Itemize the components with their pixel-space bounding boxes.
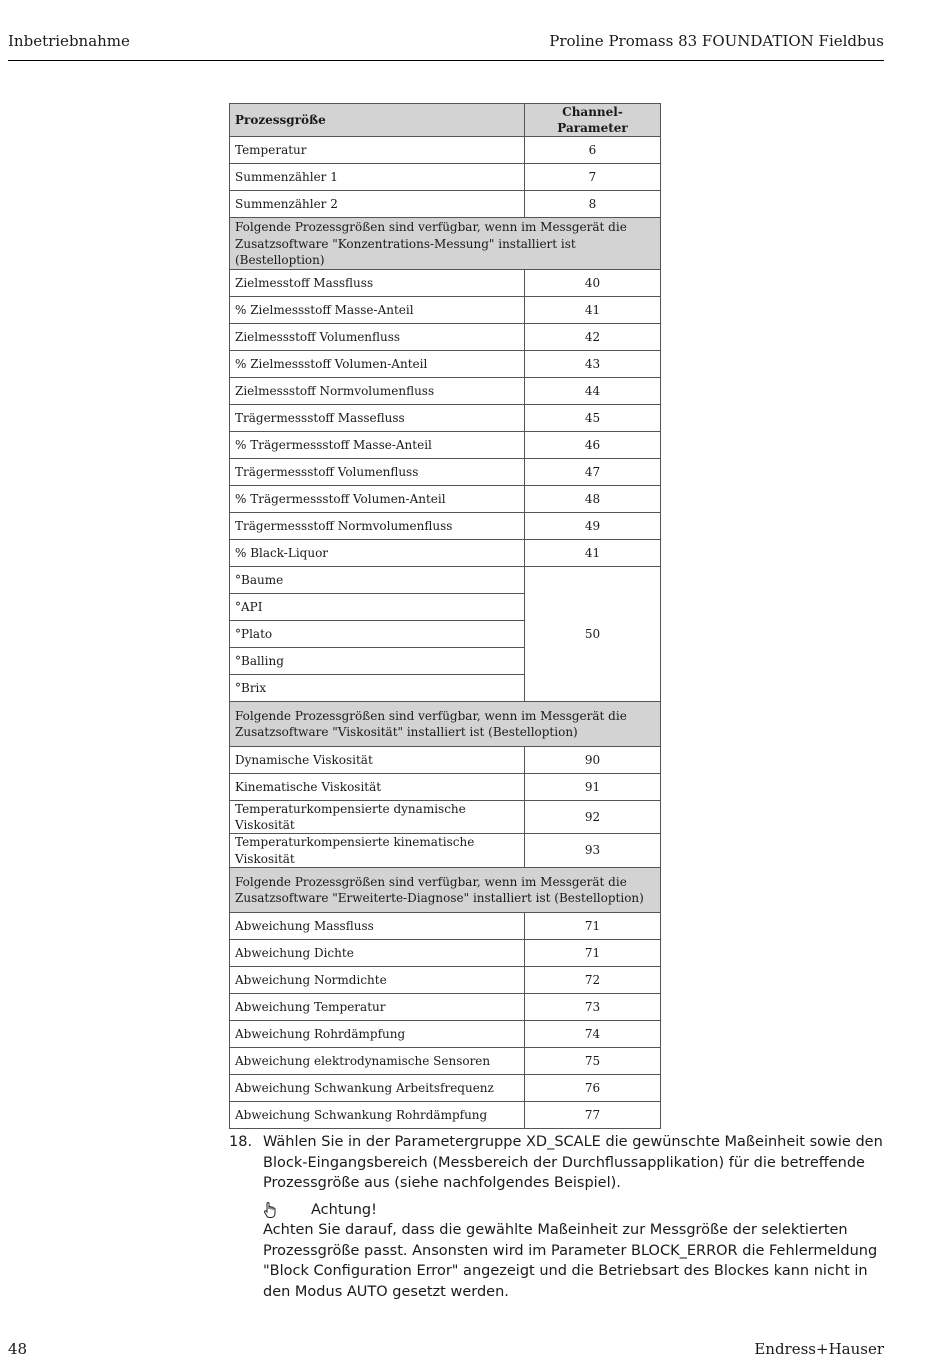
channel-value-cell: 93 — [525, 834, 661, 867]
table-row — [230, 164, 661, 191]
process-variable-cell: Trägermessstoff Normvolumenfluss — [230, 512, 525, 539]
table-row — [230, 966, 661, 993]
header-divider — [8, 60, 884, 61]
channel-value-cell: 73 — [525, 993, 661, 1020]
process-variable-cell: Abweichung Massfluss — [230, 912, 525, 939]
table-row — [230, 404, 661, 431]
channel-value-cell: 76 — [525, 1074, 661, 1101]
process-variable-cell: °Baume — [230, 566, 525, 593]
warning-text: Achten Sie darauf, dass die gewählte Maßeinheit zur Messgröße der selektierten Prozessgröße passt. Ansonsten wird im Parameter BLOCK_ERROR die Fehlermeldung "Block Configuration Error" angezeigt und die Betriebsart des Blockes kann nicht in den Modus AUTO gesetzt werden. — [263, 1222, 878, 1300]
footer-company: Endress+Hauser — [754, 1340, 884, 1358]
process-variable-cell: % Zielmessstoff Volumen-Anteil — [230, 350, 525, 377]
process-variable-cell: °Balling — [230, 647, 525, 674]
channel-value-cell: 41 — [525, 539, 661, 566]
table-row — [230, 512, 661, 539]
column-header-process-variable: Prozessgröße — [230, 104, 525, 137]
channel-value-cell: 90 — [525, 746, 661, 773]
table-row — [230, 800, 661, 833]
table-row — [230, 350, 661, 377]
channel-value-cell: 45 — [525, 404, 661, 431]
channel-value-cell: 72 — [525, 966, 661, 993]
option-note-row — [230, 218, 661, 270]
table-row — [230, 912, 661, 939]
process-variable-cell: Abweichung Schwankung Rohrdämpfung — [230, 1101, 525, 1128]
process-variable-cell: °Plato — [230, 620, 525, 647]
channel-value-cell: 48 — [525, 485, 661, 512]
process-variable-cell: Abweichung Temperatur — [230, 993, 525, 1020]
table-row — [230, 431, 661, 458]
channel-value-cell: 42 — [525, 323, 661, 350]
table-row — [230, 834, 661, 867]
channel-value-cell: 44 — [525, 377, 661, 404]
table-row — [230, 191, 661, 218]
channel-value-cell: 92 — [525, 800, 661, 833]
table-row — [230, 1101, 661, 1128]
table-row — [230, 539, 661, 566]
channel-value-cell: 47 — [525, 458, 661, 485]
table-row — [230, 1047, 661, 1074]
channel-value-cell: 43 — [525, 350, 661, 377]
process-variable-cell: Zielmesstoff Massfluss — [230, 269, 525, 296]
channel-value-cell: 41 — [525, 296, 661, 323]
process-variable-cell: Zielmessstoff Volumenfluss — [230, 323, 525, 350]
channel-value-cell: 91 — [525, 773, 661, 800]
table-row — [230, 485, 661, 512]
table-row — [230, 296, 661, 323]
channel-value-cell: 46 — [525, 431, 661, 458]
option-note-row — [230, 701, 661, 746]
process-variable-cell: °API — [230, 593, 525, 620]
table-row — [230, 939, 661, 966]
page-number: 48 — [8, 1340, 28, 1358]
table-row — [230, 773, 661, 800]
header-section-title: Inbetriebnahme — [8, 32, 130, 50]
process-variable-cell: Abweichung Dichte — [230, 939, 525, 966]
step-text: Wählen Sie in der Parametergruppe XD_SCALE die gewünschte Maßeinheit sowie den Block-Eingangsbereich (Messbereich der Durchflussapplikation) für die betreffende Prozessgröße aus (siehe nachfolgendes Beispiel). — [263, 1134, 883, 1191]
step-number: 18. — [229, 1134, 253, 1150]
table-row — [230, 1074, 661, 1101]
option-note-cell: Folgende Prozessgrößen sind verfügbar, wenn im Messgerät die Zusatzsoftware "Erweiterte-Diagnose" installiert ist (Bestelloption) — [230, 867, 661, 912]
warning-note — [263, 1200, 889, 1303]
process-variable-cell: Kinematische Viskosität — [230, 773, 525, 800]
table-row — [230, 458, 661, 485]
channel-value-cell: 75 — [525, 1047, 661, 1074]
process-variable-cell: % Trägermessstoff Masse-Anteil — [230, 431, 525, 458]
process-variable-cell: Trägermessstoff Volumenfluss — [230, 458, 525, 485]
process-variable-cell: Zielmessstoff Normvolumenfluss — [230, 377, 525, 404]
process-variable-cell: Abweichung Rohrdämpfung — [230, 1020, 525, 1047]
channel-value-cell: 71 — [525, 912, 661, 939]
process-variable-cell: °Brix — [230, 674, 525, 701]
process-variable-cell: % Zielmessstoff Masse-Anteil — [230, 296, 525, 323]
process-variable-cell: % Black-Liquor — [230, 539, 525, 566]
process-variable-cell: % Trägermessstoff Volumen-Anteil — [230, 485, 525, 512]
process-variable-cell: Summenzähler 1 — [230, 164, 525, 191]
channel-parameter-table — [229, 103, 661, 1129]
channel-value-cell: 8 — [525, 191, 661, 218]
process-variable-cell: Trägermessstoff Massefluss — [230, 404, 525, 431]
table-row — [230, 746, 661, 773]
channel-value-cell: 7 — [525, 164, 661, 191]
table-row — [230, 269, 661, 296]
process-variable-cell: Temperaturkompensierte dynamische Viskosität — [230, 800, 525, 833]
process-variable-cell: Abweichung Normdichte — [230, 966, 525, 993]
header-product-title: Proline Promass 83 FOUNDATION Fieldbus — [549, 32, 884, 50]
process-variable-cell: Dynamische Viskosität — [230, 746, 525, 773]
column-header-channel-parameter: Channel-Parameter — [525, 104, 661, 137]
process-variable-cell: Abweichung Schwankung Arbeitsfrequenz — [230, 1074, 525, 1101]
table-row — [230, 993, 661, 1020]
table-row — [230, 1020, 661, 1047]
warning-title: Achtung! — [311, 1201, 377, 1218]
hand-icon — [263, 1201, 277, 1219]
table-row — [230, 377, 661, 404]
option-note-cell: Folgende Prozessgrößen sind verfügbar, wenn im Messgerät die Zusatzsoftware "Konzentrations-Messung" installiert ist (Bestelloption) — [230, 218, 661, 270]
option-note-row — [230, 867, 661, 912]
process-variable-cell: Temperatur — [230, 137, 525, 164]
table-header-row — [230, 104, 661, 137]
channel-value-cell: 40 — [525, 269, 661, 296]
channel-value-cell: 49 — [525, 512, 661, 539]
channel-value-cell: 6 — [525, 137, 661, 164]
table-row — [230, 566, 661, 593]
channel-value-cell: 74 — [525, 1020, 661, 1047]
instruction-step — [229, 1132, 889, 1302]
channel-value-cell: 71 — [525, 939, 661, 966]
process-variable-cell: Temperaturkompensierte kinematische Viskosität — [230, 834, 525, 867]
table-row — [230, 137, 661, 164]
process-variable-cell: Abweichung elektrodynamische Sensoren — [230, 1047, 525, 1074]
channel-value-cell: 77 — [525, 1101, 661, 1128]
channel-value-cell: 50 — [525, 566, 661, 701]
process-variable-cell: Summenzähler 2 — [230, 191, 525, 218]
option-note-cell: Folgende Prozessgrößen sind verfügbar, wenn im Messgerät die Zusatzsoftware "Viskosität" installiert ist (Bestelloption) — [230, 701, 661, 746]
table-row — [230, 323, 661, 350]
